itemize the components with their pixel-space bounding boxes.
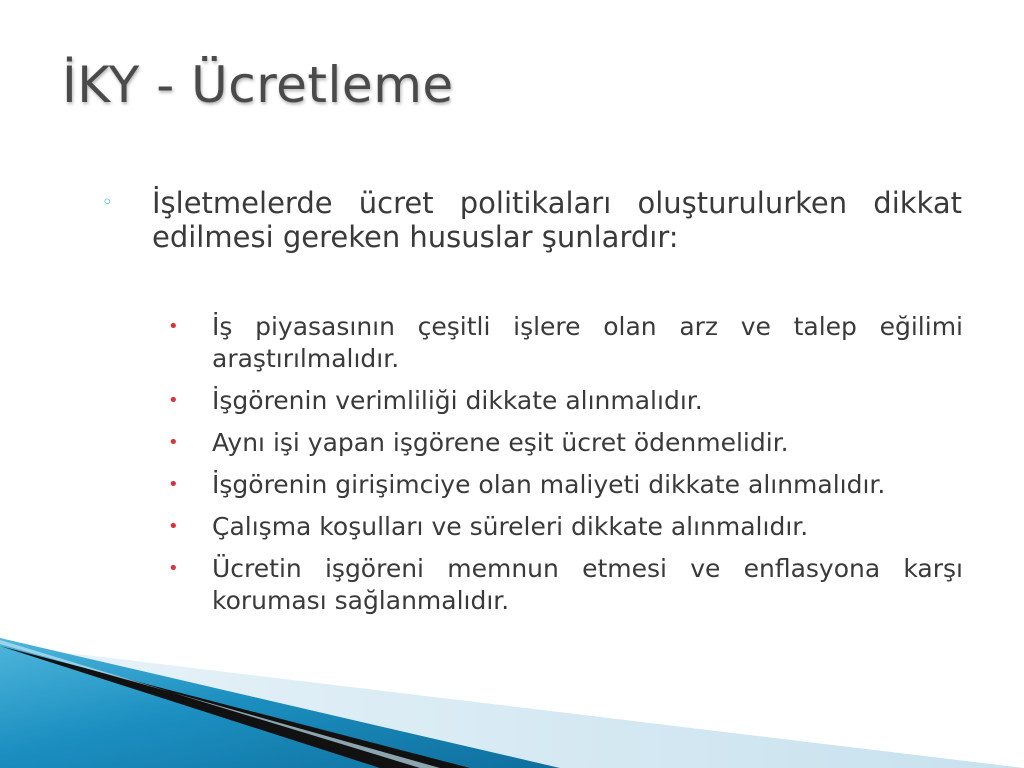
sub-bullet-list	[166, 311, 963, 627]
hollow-circle-bullet-icon: ◦	[102, 192, 113, 213]
dot-bullet-icon: •	[168, 390, 179, 411]
dot-bullet-icon: •	[168, 558, 179, 579]
intro-text: İşletmelerde ücret politikaları oluşturulurken dikkat edilmesi gereken hususlar şunlardır:	[152, 186, 962, 254]
list-item	[166, 469, 963, 501]
list-item-text: Ücretin işgöreni memnun etmesi ve enflasyona karşı koruması sağlanmalıdır.	[212, 554, 963, 615]
list-item	[166, 511, 963, 543]
list-item-text: Aynı işi yapan işgörene eşit ücret ödenmelidir.	[212, 428, 789, 457]
list-item	[166, 311, 963, 375]
intro-bullet-item	[102, 186, 962, 254]
list-item	[166, 385, 963, 417]
list-item-text: Çalışma koşulları ve süreleri dikkate alınmalıdır.	[212, 512, 809, 541]
dot-bullet-icon: •	[168, 432, 179, 453]
dot-bullet-icon: •	[168, 474, 179, 495]
dot-bullet-icon: •	[168, 516, 179, 537]
slide-title: İKY - Ücretleme	[62, 56, 454, 114]
list-item	[166, 553, 963, 617]
dot-bullet-icon: •	[168, 316, 179, 337]
list-item-text: İşgörenin verimliliği dikkate alınmalıdır.	[212, 386, 703, 415]
corner-swoosh-decoration	[0, 638, 1024, 768]
list-item-text: İş piyasasının çeşitli işlere olan arz ve talep eğilimi araştırılmalıdır.	[212, 312, 963, 373]
list-item-text: İşgörenin girişimciye olan maliyeti dikkate alınmalıdır.	[212, 470, 886, 499]
list-item	[166, 427, 963, 459]
